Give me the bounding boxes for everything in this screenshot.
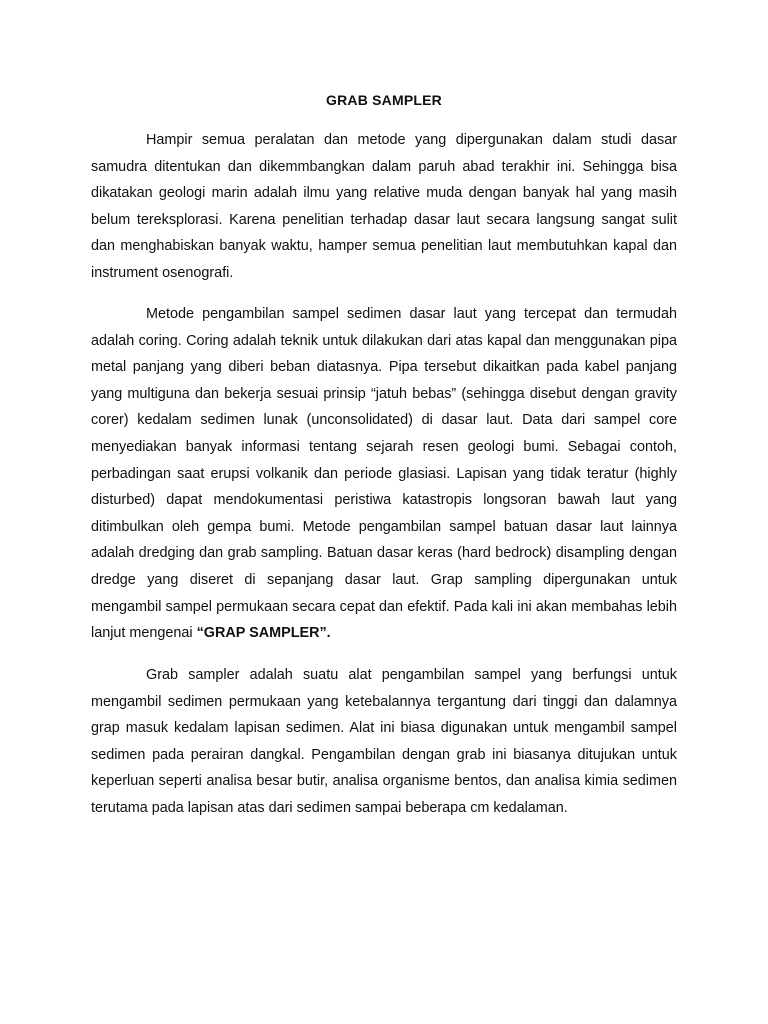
emphasis-grap-sampler: “GRAP SAMPLER”.	[196, 625, 331, 642]
paragraph-grab-sampler	[91, 662, 677, 822]
document-title: GRAB SAMPLER	[326, 92, 442, 108]
paragraph-coring-text: Metode pengambilan sampel sedimen dasar laut yang tercepat dan termudah adalah coring. Coring adalah teknik untuk dilakukan dari atas kapal dan menggunakan pipa metal panjang yang diberi beban diatasnya. Pipa tersebut dikaitkan pada kabel panjang yang multiguna dan bekerja sesuai prinsip “jatuh bebas” (sehingga disebut dengan gravity corer) kedalam sedimen lunak (unconsolidated) di dasar laut. Data dari sampel core menyediakan banyak informasi tentang sejarah resen geologi bumi. Sebagai contoh, perbadingan saat erupsi volkanik dan periode glasiasi. Lapisan yang tidak teratur (highly disturbed) dapat mendokumentasi peristiwa katastropis longsoran bawah laut yang ditimbulkan oleh gempa bumi. Metode pengambilan sampel batuan dasar laut lainnya adalah dredging dan grab sampling. Batuan dasar keras (hard bedrock) disampling dengan dredge yang diseret di sepanjang dasar laut. Grap sampling dipergunakan untuk mengambil sampel permukaan secara cepat dan efektif. Pada kali ini akan membahas lebih lanjut mengenai	[91, 306, 677, 642]
paragraph-coring	[91, 301, 677, 647]
paragraph-intro-text: Hampir semua peralatan dan metode yang dipergunakan dalam studi dasar samudra ditentukan dan dikemmbangkan dalam paruh abad terakhir ini. Sehingga bisa dikatakan geologi marin adalah ilmu yang relative muda dengan banyak hal yang masih belum tereksplorasi. Karena penelitian terhadap dasar laut secara langsung sangat sulit dan menghabiskan banyak waktu, hamper semua penelitian laut membutuhkan kapal dan instrument osenografi.	[91, 132, 677, 281]
paragraph-intro	[91, 127, 677, 287]
paragraph-grab-sampler-text: Grab sampler adalah suatu alat pengambilan sampel yang berfungsi untuk mengambil sedimen permukaan yang ketebalannya tergantung dari tinggi dan dalamnya grap masuk kedalam lapisan sedimen. Alat ini biasa digunakan untuk mengambil sampel sedimen pada perairan dangkal. Pengambilan dengan grab ini biasanya ditujukan untuk keperluan seperti analisa besar butir, analisa organisme bentos, dan analisa kimia sedimen terutama pada lapisan atas dari sedimen sampai beberapa cm kedalaman.	[91, 667, 677, 816]
